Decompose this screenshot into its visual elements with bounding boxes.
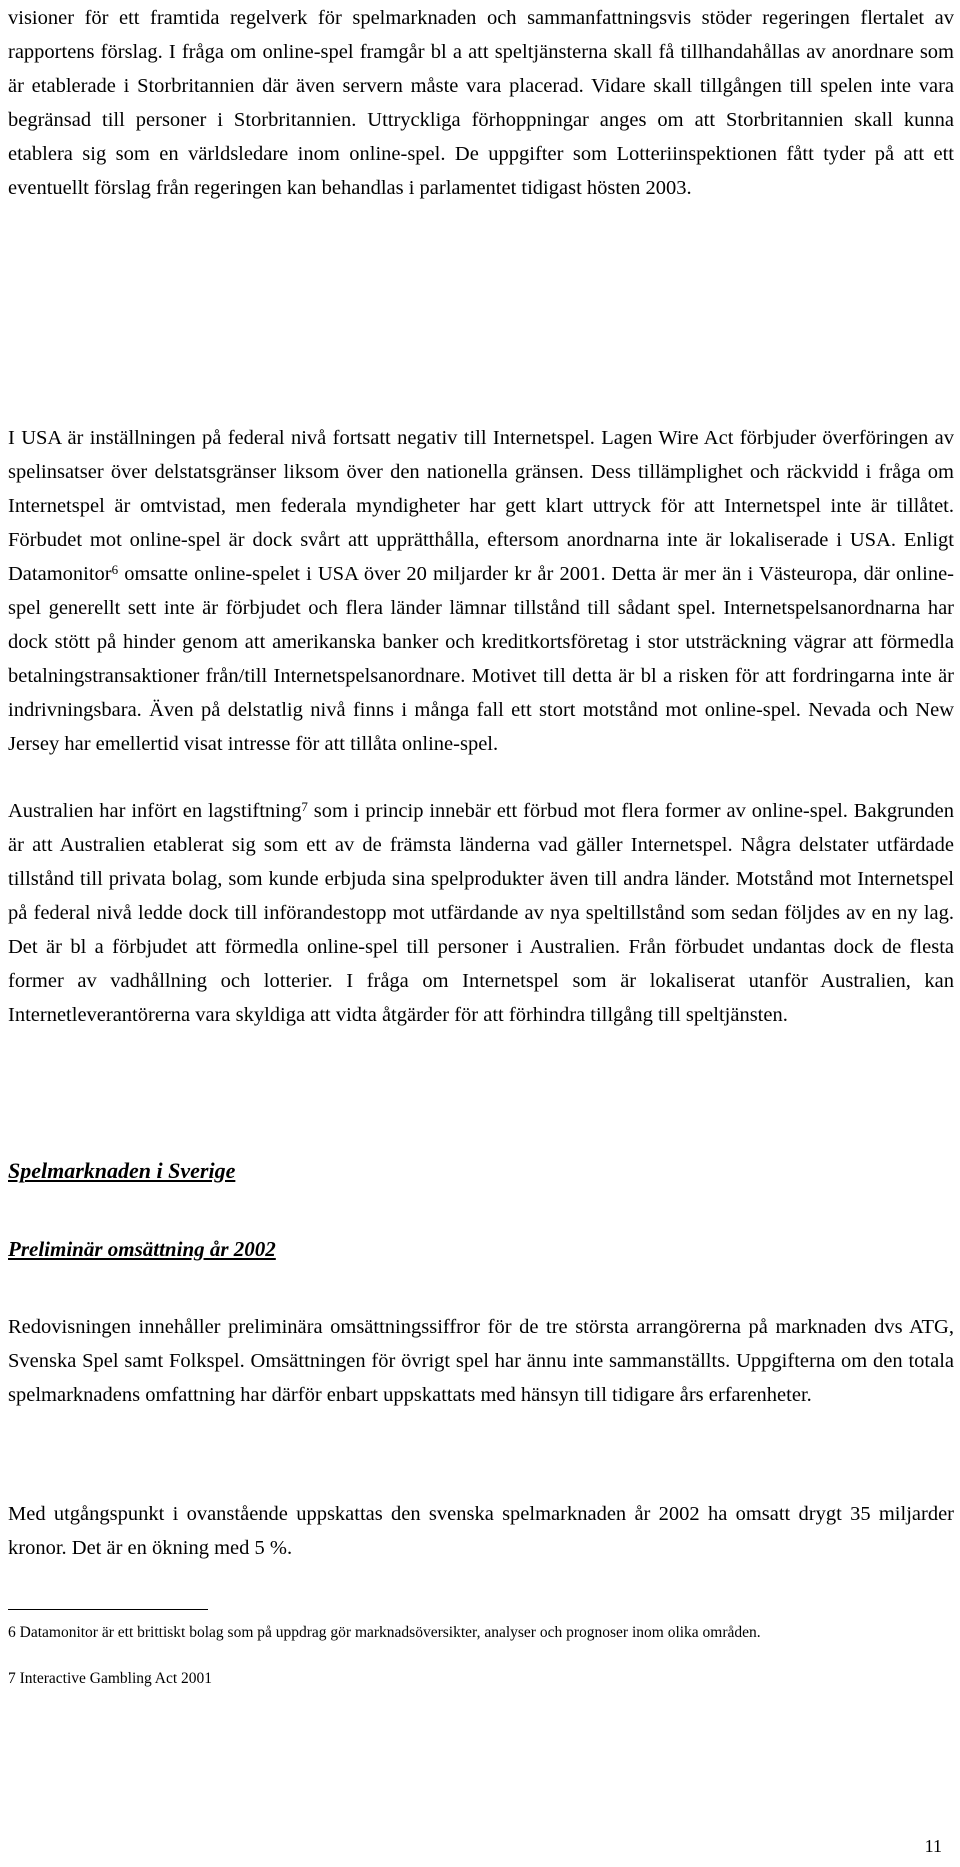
footnote-7: 7 Interactive Gambling Act 2001 — [8, 1670, 213, 1687]
paragraph-australia-legislation — [8, 794, 954, 1032]
paragraph-preliminary-turnover: Redovisningen innehåller preliminära omsättningssiffror för de tre största arrangörerna på marknaden dvs ATG, Svenska Spel samt Folkspel. Omsättningen för övrigt spel har ännu inte sammanställts. Uppgifterna om den totala spelmarknadens omfattning har därför enbart uppskattats med hänsyn till tidigare års erfarenheter. — [8, 1316, 954, 1406]
page-number: 11 — [924, 1836, 942, 1856]
paragraph-text: omsatte online-spelet i USA över 20 miljarder kr år 2001. Detta är mer än i Västeuropa, där online-spel generellt sett inte är förbjudet och flera länder lämnar tillstånd till sådant spel. Internetspelsanordnarna har dock stött på hinder genom att amerikanska banker och kreditkortsföretag i stor utsträckning vägrar att förmedla betalningstransaktioner från/till Internetspelsanordnare. Motivet till detta är bl a risken för att fordringarna inte är indrivningsbara. Även på delstatlig nivå finns i många fall ett stort motstånd mot online-spel. Nevada och New Jersey har emellertid visat intresse för att tillåta online-spel. — [8, 563, 954, 755]
section-heading: Spelmarknaden i Sverige — [8, 1158, 236, 1183]
paragraph-usa-internet-gaming — [8, 421, 954, 761]
footnote-ref-7: 7 — [301, 799, 308, 814]
paragraph-text: som i princip innebär ett förbud mot flera former av online-spel. Bakgrunden är att Australien etablerat sig som ett av de främsta länderna vad gäller Internetspel. Några delstater utfärdade tillstånd till privata bolag, som kunde erbjuda sina spelprodukter även till andra länder. Motstånd mot Internetspel på federal nivå ledde dock till införandestopp mot utfärdande av nya speltillstånd som sedan följdes av en ny lag. Det är bl a förbjudet att förmedla online-spel till personer i Australien. Från förbudet undantas dock de flesta former av vadhållning och lotterier. I fråga om Internetspel som är lokaliserat utanför Australien, kan Internetleverantörerna vara skyldiga att vidta åtgärder för att förhindra tillgång till speltjänsten. — [8, 800, 954, 1026]
paragraph-text: Australien har infört en lagstiftning — [8, 800, 302, 822]
footnote-divider — [8, 1609, 208, 1610]
paragraph-uk-online-gaming: visioner för ett framtida regelverk för spelmarknaden och sammanfattningsvis stöder regeringen flertalet av rapportens förslag. I fråga om online-spel framgår bl a att speltjänsterna skall få tillhandahållas av anordnare som är etablerade i Storbritannien där även servern måste vara placerad. Vidare skall tillgången till spelen inte vara begränsad till personer i Storbritannien. Uttryckliga förhoppningar anges om att Storbritannien skall kunna etablera sig som en världsledare inom online-spel. De uppgifter som Lotteriinspektionen fått tyder på att ett eventuellt förslag från regeringen kan behandlas i parlamentet tidigast hösten 2003. — [8, 7, 954, 199]
subsection-heading: Preliminär omsättning år 2002 — [8, 1237, 276, 1261]
footnote-6: 6 Datamonitor är ett brittiskt bolag som på uppdrag gör marknadsöversikter, analyser och prognoser inom olika områden. — [8, 1624, 761, 1641]
paragraph-text: I USA är inställningen på federal nivå fortsatt negativ till Internetspel. Lagen Wire Act förbjuder överföringen av spelinsatser över delstatsgränser liksom över den nationella gränsen. Dess tillämplighet och räckvidd i fråga om Internetspel är omtvistad, men federala myndigheter har gett klart uttryck för att Internetspel inte är tillåtet. Förbudet mot online-spel är dock svårt att upprätthålla, eftersom anordnarna inte är lokaliserade i USA. Enligt Datamonitor — [8, 427, 954, 585]
footnote-ref-6: 6 — [111, 562, 119, 577]
paragraph-market-estimate: Med utgångspunkt i ovanstående uppskattas den svenska spelmarknaden år 2002 ha omsatt drygt 35 miljarder kronor. Det är en ökning med 5 %. — [8, 1503, 954, 1559]
